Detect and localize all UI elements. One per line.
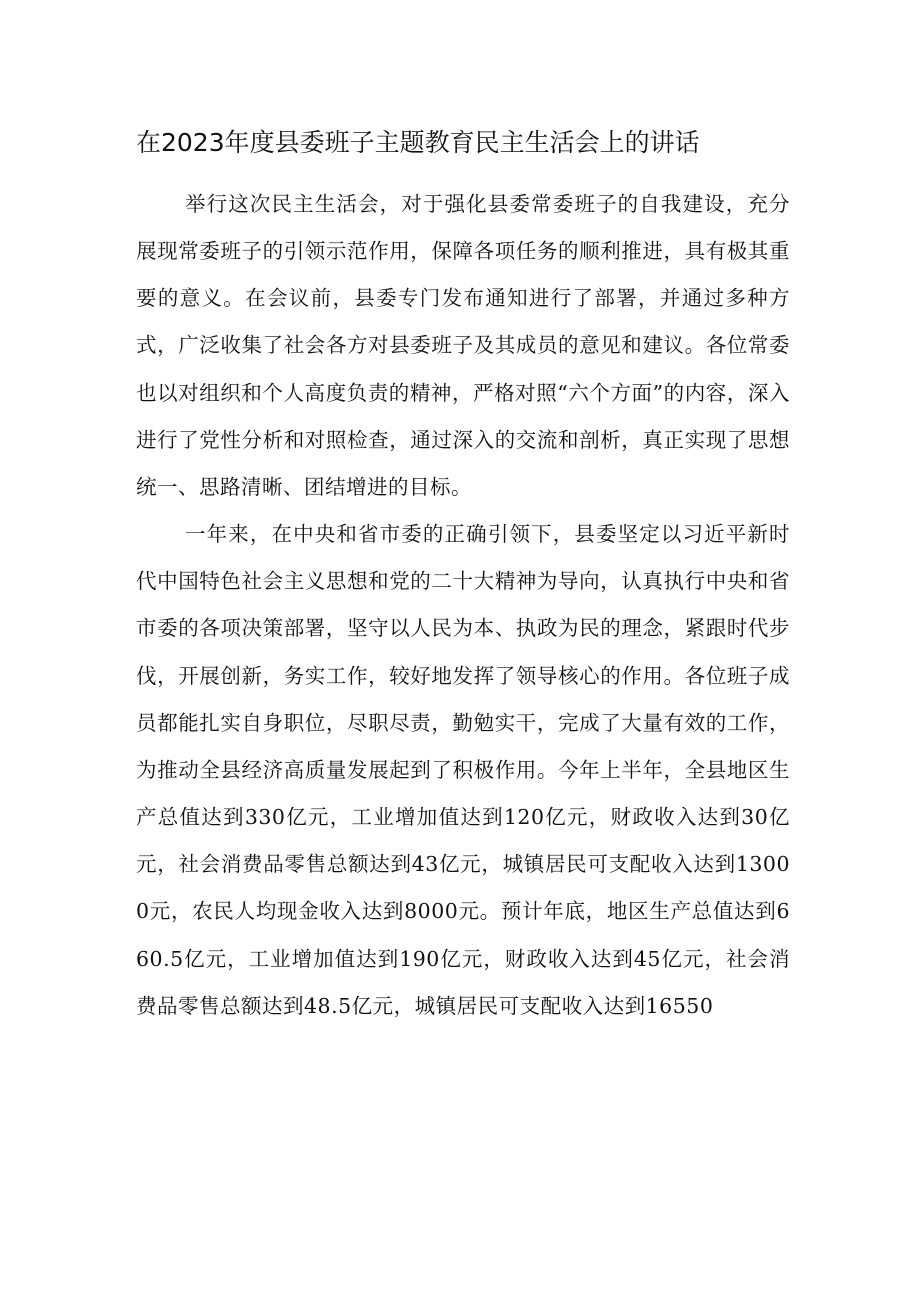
paragraph-1: 举行这次民主生活会，对于强化县委常委班子的自我建设，充分展现常委班子的引领示范作用，保障各项任务的顺利推进，具有极其重要的意义。在会议前，县委专门发布通知进行了部署，并通过多种方式，广泛收集了社会各方对县委班子及其成员的意见和建议。各位常委也以对组织和个人高度负责的精神，严格对照“六个方面”的内容，深入进行了党性分析和对照检查，通过深入的交流和剖析，真正实现了思想统一、思路清晰、团结增进的目标。 <box>136 192 790 499</box>
paragraph-2: 一年来，在中央和省市委的正确引领下，县委坚定以习近平新时代中国特色社会主义思想和党的二十大精神为导向，认真执行中央和省市委的各项决策部署，坚守以人民为本、执政为民的理念，紧跟时代步伐，开展创新，务实工作，较好地发挥了领导核心的作用。各位班子成员都能扎实自身职位，尽职尽责，勤勉实干，完成了大量有效的工作，为推动全县经济高质量发展起到了积极作用。今年上半年，全县地区生产总值达到330亿元，工业增加值达到120亿元，财政收入达到30亿元，社会消费品零售总额达到43亿元，城镇居民可支配收入达到13000元，农民人均现金收入达到8000元。预计年底，地区生产总值达到660.5亿元，工业增加值达到190亿元，财政收入达到45亿元，社会消费品零售总额达到48.5亿元，城镇居民可支配收入达到16550 <box>136 522 790 1018</box>
document-body <box>136 181 790 1030</box>
document-title: 在2023年度县委班子主题教育民主生活会上的讲话 <box>136 128 700 157</box>
